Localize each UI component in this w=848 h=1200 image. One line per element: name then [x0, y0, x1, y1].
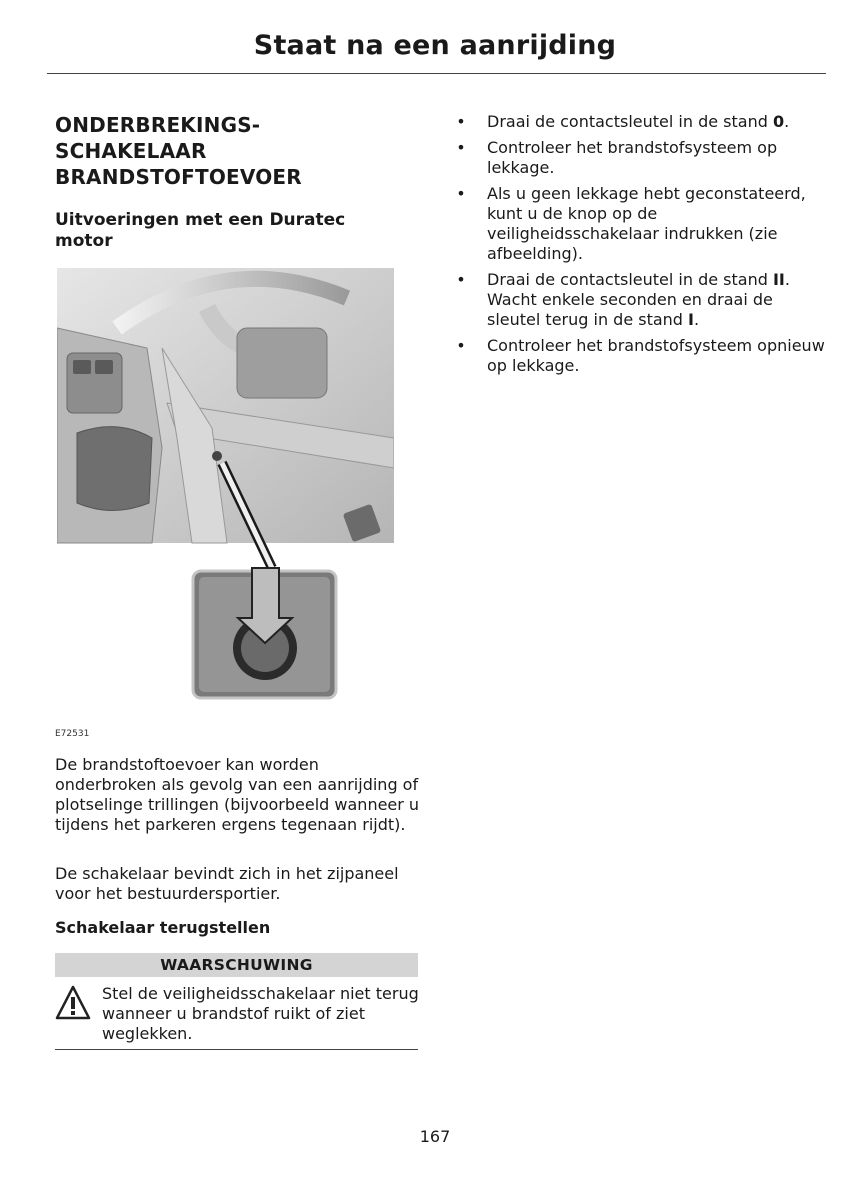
list-item: • Als u geen lekkage hebt geconstateerd, kunt u de knop op de veiligheidsschakelaar indrukken (zie afbeelding).	[456, 184, 806, 263]
warning-divider	[55, 1049, 418, 1050]
warning-text: Stel de veiligheidsschakelaar niet terug wanneer u brandstof ruikt of ziet weglekken.	[102, 984, 419, 1043]
section-title: ONDERBREKINGS- SCHAKELAAR BRANDSTOFTOEVOER	[55, 113, 302, 189]
left-column	[55, 112, 420, 252]
list-item: • Draai de contactsleutel in de stand II. Wacht enkele seconden en draai de sleutel terug in de stand I.	[456, 270, 790, 329]
page-number: 167	[419, 1127, 451, 1146]
list-item: • Controleer het brandstofsysteem op lekkage.	[456, 138, 778, 177]
right-column	[455, 112, 825, 382]
door-pocket	[77, 427, 152, 511]
header-divider	[47, 73, 826, 74]
intro-paragraph: De brandstoftoevoer kan worden onderbroken als gevolg van een aanrijding of plotselinge trillingen (bijvoorbeeld wanneer u tijdens het parkeren ergens tegenaan rijdt).	[55, 755, 420, 834]
warning-label: WAARSCHUWING	[55, 953, 418, 977]
figure-code: E72531	[55, 729, 90, 739]
page-header-title: Staat na een aanrijding	[253, 30, 617, 61]
warning-triangle-icon	[55, 985, 91, 1021]
reset-steps-list	[455, 112, 825, 376]
section-subtitle: Uitvoeringen met een Duratec motor	[55, 210, 346, 251]
fuel-cutoff-switch-illustration	[57, 268, 394, 700]
list-item: • Controleer het brandstofsysteem opnieuw op lekkage.	[456, 336, 825, 375]
steering-column	[237, 328, 327, 398]
list-item: • Draai de contactsleutel in de stand 0.	[456, 112, 790, 131]
reset-heading: Schakelaar terugstellen	[55, 918, 271, 937]
location-paragraph: De schakelaar bevindt zich in het zijpaneel voor het bestuurdersportier.	[55, 864, 399, 903]
